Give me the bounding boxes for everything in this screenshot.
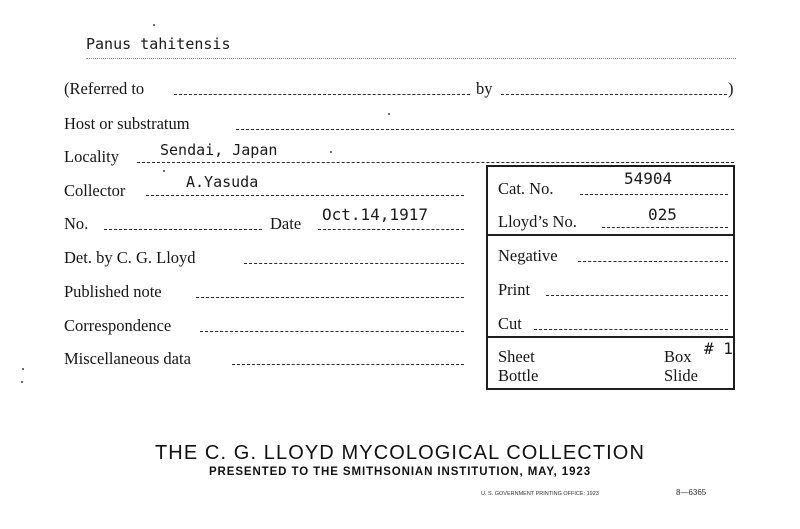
misc-label: Miscellaneous data <box>64 349 191 368</box>
print-label: Print <box>498 280 531 299</box>
cut-label: Cut <box>498 314 522 333</box>
species-name: Panus tahitensis <box>86 35 231 53</box>
by-closing-paren: ) <box>728 79 734 98</box>
scan-speck <box>163 170 165 172</box>
scan-speck <box>330 151 332 153</box>
catalog-box-left-border <box>486 165 488 389</box>
collector-value: A.Yasuda <box>186 173 259 191</box>
collection-title: THE C. G. LLOYD MYCOLOGICAL COLLECTION <box>154 442 646 464</box>
catalog-box-top-border <box>486 165 735 167</box>
published-note-line <box>196 297 464 298</box>
by-label: by <box>476 79 493 98</box>
det-by-line <box>244 263 464 264</box>
cat-no-value: 54904 <box>624 169 673 188</box>
correspondence-label: Correspondence <box>64 316 172 335</box>
box-value: # 1 <box>704 339 733 358</box>
form-code: 8—6365 <box>676 488 707 497</box>
date-label: Date <box>270 214 302 233</box>
catalog-box-divider <box>486 336 735 338</box>
print-line <box>546 295 728 296</box>
published-note-label: Published note <box>64 282 162 301</box>
collection-subtitle: PRESENTED TO THE SMITHSONIAN INSTITUTION, MAY, 1923 <box>208 466 591 478</box>
species-line <box>86 58 736 59</box>
by-line <box>501 94 727 95</box>
referred-to-label: (Referred to <box>64 79 145 98</box>
number-line <box>104 229 262 230</box>
lloyds-no-label: Lloyd’s No. <box>498 212 577 231</box>
host-line <box>236 129 734 130</box>
collector-label: Collector <box>64 181 126 200</box>
sheet-label: Sheet <box>498 347 535 366</box>
host-label: Host or substratum <box>64 114 190 133</box>
locality-line <box>137 162 734 163</box>
bottle-label: Bottle <box>498 366 539 385</box>
locality-label: Locality <box>64 147 119 166</box>
number-label: No. <box>64 214 89 233</box>
lloyds-no-line <box>602 227 728 228</box>
negative-label: Negative <box>498 246 558 265</box>
referred-to-line <box>174 94 470 95</box>
locality-value: Sendai, Japan <box>160 141 278 159</box>
date-value: Oct.14,1917 <box>322 205 428 224</box>
printing-office-imprint: U. S. GOVERNMENT PRINTING OFFICE: 1923 <box>481 491 599 497</box>
collector-line <box>146 195 464 196</box>
misc-line <box>232 364 464 365</box>
date-line <box>318 229 464 230</box>
catalog-box-divider <box>486 234 735 236</box>
catalog-box-right-border <box>733 165 735 389</box>
box-label: Box <box>664 347 692 366</box>
cut-line <box>534 329 728 330</box>
slide-label: Slide <box>664 366 698 385</box>
negative-line <box>578 261 728 262</box>
correspondence-line <box>200 331 464 332</box>
lloyds-no-value: 025 <box>648 205 677 224</box>
scan-speck <box>153 24 155 26</box>
cat-no-line <box>580 194 728 195</box>
det-by-label: Det. by C. G. Lloyd <box>64 248 196 267</box>
scan-speck <box>388 113 390 115</box>
scan-speck <box>22 368 24 370</box>
scan-speck <box>21 381 23 383</box>
catalog-box-bottom-border <box>486 388 735 390</box>
cat-no-label: Cat. No. <box>498 179 554 198</box>
